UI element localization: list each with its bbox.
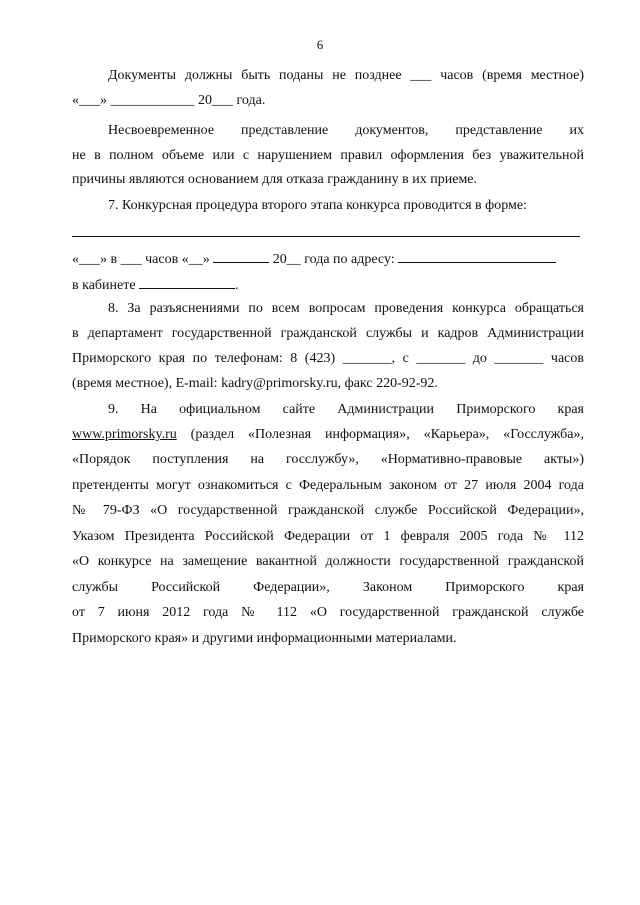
item7-date-part-b: 20__ года по адресу: [272,252,395,267]
late-submission-line-1: Несвоевременное представление документов, представление их [108,123,584,138]
address-blank [398,250,556,263]
item8-line-3: Приморского края по телефонам: 8 (423) _______, с _______ до _______ часов [72,351,584,366]
form-blank-rule [72,236,580,237]
item9-line-1: 9. На официальном сайте Администрации Приморского края [108,402,584,417]
item7-cabinet-line: в кабинете . [72,278,239,293]
item9-line-8: службы Российской Федерации», Законом Приморского края [72,580,584,595]
late-submission-line-3: причины являются основанием для отказа гражданину в их приеме. [72,172,478,187]
primorsky-site-link[interactable]: www.primorsky.ru [72,427,177,442]
deadline-line-2: «___» ____________ 20___ года. [72,93,266,108]
item8-line-4: (время местное), E-mail: kadry@primorsky.ru, факс 220-92-92. [72,376,438,391]
late-submission-line-2: не в полном объеме или с нарушением правил оформления без уважительной [72,148,584,163]
item9-line-7: «О конкурсе на замещение вакантной должности государственной гражданской [72,554,584,569]
item9-line-4: претенденты могут ознакомиться с Федеральным законом от 27 июля 2004 года [72,478,584,493]
item9-line-6: Указом Президента Российской Федерации от 1 февраля 2005 года № 112 [72,529,584,544]
item7-line-1: 7. Конкурсная процедура второго этапа конкурса проводится в форме: [108,198,527,213]
cabinet-label: в кабинете [72,278,136,293]
cabinet-blank [139,276,235,289]
page-number: 6 [316,37,324,52]
item7-date-line [72,250,584,267]
date-blank [213,250,269,263]
item9-line-2 [72,428,584,442]
item9-line-2-rest: (раздел «Полезная информация», «Карьера», «Госслужба», [176,427,584,442]
item9-line-5: № 79-ФЗ «О государственной гражданской службе Российской Федерации», [72,503,584,518]
item9-line-9: от 7 июня 2012 года № 112 «О государственной гражданской службе [72,605,584,620]
item8-line-1: 8. За разъяснениями по всем вопросам проведения конкурса обращаться [108,301,584,316]
item9-line-3: «Порядок поступления на госслужбу», «Нормативно-правовые акты») [72,452,584,467]
item7-date-part-a: «___» в ___ часов «__» [72,252,210,267]
item9-line-10: Приморского края» и другими информационными материалами. [72,631,457,646]
item8-line-2: в департамент государственной гражданской службы и кадров Администрации [72,326,584,341]
deadline-line-1: Документы должны быть поданы не позднее ___ часов (время местное) [108,68,584,83]
